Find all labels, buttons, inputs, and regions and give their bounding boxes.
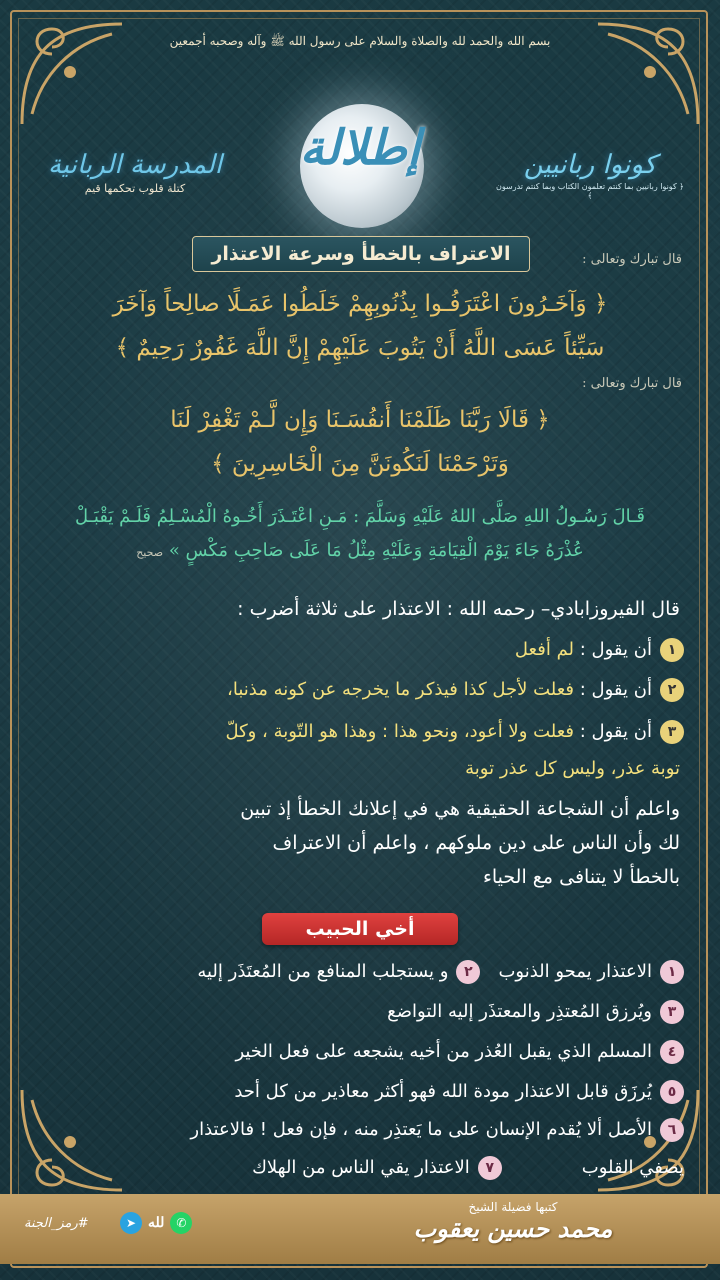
- type-label-2: أن يقول :: [579, 679, 652, 700]
- hadith: [36, 500, 684, 570]
- ayah-2-line-2: وَتَرْحَمْنَا لَنَكُونَنَّ مِنَ الْخَاسِرِينَ ﴾: [211, 451, 509, 477]
- ayah-1-line-2: سَيِّئاً عَسَى اللَّهُ أَنْ يَتُوبَ عَلَيْهِمْ إِنَّ اللَّهَ غَفُورٌ رَحِيمٌ ﴾: [115, 335, 605, 361]
- hadith-grade: صحيح: [136, 546, 164, 559]
- hadith-line-2-text: عُذْرَهُ جَاءَ يَوْمَ الْقِيَامَةِ وَعَلَيْهِ مِثْلُ مَا عَلَى صَاحِبِ مَكْسٍ »: [168, 540, 584, 561]
- benefit-number-4: ٤: [660, 1040, 684, 1064]
- hadith-line-1: قَـالَ رَسُـولُ اللهِ صَلَّى اللهُ عَلَيْهِ وَسَلَّمَ : مَـنِ اعْتَـذَرَ أَخُـوهُ الْمُسْـلِمُ فَلَـمْ يَقْبَـلْ: [74, 506, 645, 527]
- paragraph-line-3: بالخطأ لا يتنافى مع الحياء: [482, 866, 680, 888]
- rabbaniyyin-logo-title: كونوا ربانيين: [523, 150, 657, 180]
- benefit-number-5: ٥: [660, 1080, 684, 1104]
- benefit-number-6: ٦: [660, 1118, 684, 1142]
- benefit-row-5: [40, 1076, 684, 1108]
- benefit-text-7: الاعتذار يقي الناس من الهلاك: [252, 1157, 470, 1178]
- madrasa-logo-title: المدرسة الربانية: [47, 150, 223, 180]
- benefit-text-1: الاعتذار يمحو الذنوب: [498, 961, 652, 982]
- type-item-1: [40, 634, 684, 666]
- benefit-row-7: [40, 1152, 684, 1184]
- benefit-number-3: ٣: [660, 1000, 684, 1024]
- ornament-top-right-icon: [588, 14, 708, 134]
- rabbaniyyin-logo: [495, 150, 685, 200]
- telegram-icon[interactable]: ➤: [120, 1212, 142, 1234]
- hadith-line-2: [36, 534, 684, 570]
- rabbaniyyin-logo-subtitle: ﴿ كونوا ربانيين بما كنتم تعلمون الكتاب وبما كنتم تدرسون ﴾: [496, 182, 684, 200]
- qual-label-1: قال تبارك وتعالى :: [582, 252, 682, 267]
- written-by: كتبها فضيلة الشيخ: [468, 1200, 558, 1214]
- benefit-text-4: المسلم الذي يقبل العُذر من أخيه يشجعه على فعل الخير: [235, 1041, 652, 1062]
- intro-text: قال الفيروزابادي– رحمه الله : الاعتذار على ثلاثة أضرب :: [237, 598, 680, 620]
- benefit-number-2: ٢: [456, 960, 480, 984]
- benefit-number-1: ١: [660, 960, 684, 984]
- benefit-text-6-cont: يصفي القلوب: [581, 1157, 684, 1178]
- type-text-2: فعلت لأجل كذا فيذكر ما يخرجه عن كونه مذنبا،: [227, 679, 575, 700]
- benefit-number-7: ٧: [478, 1156, 502, 1180]
- type-label-3: أن يقول :: [579, 721, 652, 742]
- benefit-text-6: الأصل ألا يُقدم الإنسان على ما يَعتذِر منه ، فإن فعل ! فالاعتذار: [190, 1119, 652, 1140]
- footer: [0, 1194, 720, 1264]
- type-text-3: فعلت ولا أعود، ونحو هذا : وهذا هو التّوبة ، وكلّ: [225, 721, 575, 742]
- type-number-1: ١: [660, 638, 684, 662]
- type-3-continuation: توبة عذر، وليس كل عذر توبة: [465, 758, 680, 779]
- benefit-row-1: [40, 956, 684, 988]
- type-item-3: [40, 716, 684, 748]
- benefit-text-3: ويُرزق المُعتذِر والمعتذَر إليه التواضع: [387, 1001, 652, 1022]
- whatsapp-icon[interactable]: ✆: [170, 1212, 192, 1234]
- type-label-1: أن يقول :: [579, 639, 652, 660]
- madrasa-logo: [40, 150, 230, 195]
- type-item-2: [40, 674, 684, 706]
- benefit-text-5: يُرزَق قابل الاعتذار مودة الله فهو أكثر معاذير من كل أحد: [234, 1081, 652, 1102]
- benefit-text-2: و يستجلب المنافع من المُعتَذَر إليه: [197, 961, 449, 982]
- author-block: [388, 1200, 638, 1243]
- author-name: محمد حسين يعقوب: [413, 1214, 613, 1243]
- center-title: إطلالة: [299, 120, 421, 176]
- paragraph-line-1: واعلم أن الشجاعة الحقيقية هي في إعلانك الخطأ إذ تبين: [240, 798, 680, 820]
- akhi-badge: أخي الحبيب: [262, 913, 458, 945]
- page-title: الاعتراف بالخطأ وسرعة الاعتذار: [192, 236, 530, 272]
- hashtag: #رمز_الجنة: [24, 1216, 89, 1231]
- qual-label-2: قال تبارك وتعالى :: [582, 376, 682, 391]
- benefit-row-3: [40, 996, 684, 1028]
- ayah-2-line-1: ﴿ قَالَا رَبَّنَا ظَلَمْنَا أَنفُسَـنَا وَإِن لَّـمْ تَغْفِرْ لَنَا: [170, 407, 550, 433]
- paragraph-line-2: لك وأن الناس على دين ملوكهم ، واعلم أن الاعتراف: [272, 832, 680, 854]
- channel-handle: لله: [148, 1215, 165, 1231]
- type-text-1: لم أفعل: [514, 639, 575, 660]
- benefit-row-4: [40, 1036, 684, 1068]
- ornament-top-left-icon: [12, 14, 132, 134]
- type-number-2: ٢: [660, 678, 684, 702]
- ayah-2: [36, 398, 684, 486]
- madrasa-logo-subtitle: كتلة قلوب تحكمها قيم: [84, 182, 186, 195]
- paragraph: [40, 792, 680, 894]
- social-icons: [120, 1212, 192, 1234]
- bismillah: بسم الله والحمد لله والصلاة والسلام على رسول الله ﷺ وآله وصحبه أجمعين: [169, 34, 551, 48]
- ayah-1: [36, 282, 684, 370]
- type-number-3: ٣: [660, 720, 684, 744]
- ayah-1-line-1: ﴿ وَآخَـرُونَ اعْتَرَفُـوا بِذُنُوبِهِمْ خَلَطُوا عَمَـلًا صالِحاً وَآخَرَ: [112, 291, 608, 317]
- benefit-row-6: [40, 1114, 684, 1146]
